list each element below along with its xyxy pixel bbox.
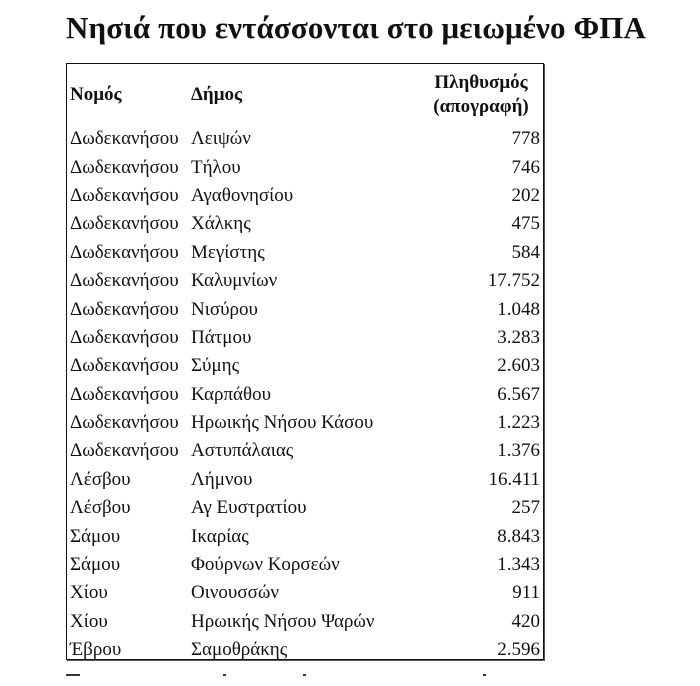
cell-dimos: Σύμης: [191, 355, 240, 377]
cell-population: 420: [511, 610, 540, 632]
page-title: Νησιά που εντάσσονται στο μειωμένο ΦΠΑ: [66, 10, 646, 45]
cell-nomos: Δωδεκανήσου: [70, 128, 179, 150]
cell-population: 202: [511, 184, 540, 206]
table-row: [67, 608, 543, 636]
header-nomos: Νομός: [70, 83, 122, 105]
table-row: [67, 210, 543, 238]
table-row: [67, 409, 543, 437]
cell-dimos: Αστυπάλαιας: [191, 440, 294, 462]
table-row: [67, 153, 543, 181]
cell-dimos: Μεγίστης: [191, 241, 265, 263]
cell-nomos: Έβρου: [70, 639, 122, 661]
cell-population: 1.223: [497, 412, 540, 434]
cell-nomos: Δωδεκανήσου: [70, 184, 179, 206]
cell-nomos: Λέσβου: [70, 468, 131, 490]
cell-nomos: Σάμου: [70, 525, 121, 547]
cell-nomos: Σάμου: [70, 554, 121, 576]
cell-population: 17.752: [487, 270, 540, 292]
header-dimos: Δήμος: [191, 83, 242, 105]
cut-off-text-fragment: [483, 674, 486, 676]
cell-population: 911: [512, 582, 540, 604]
cell-dimos: Οινουσσών: [191, 582, 279, 604]
table-row: [67, 381, 543, 409]
cell-dimos: Ηρωικής Νήσου Κάσου: [191, 412, 374, 434]
cell-nomos: Δωδεκανήσου: [70, 156, 179, 178]
header-population-line1: Πληθυσμός: [434, 71, 528, 93]
cell-population: 3.283: [497, 326, 540, 348]
table-row: [67, 579, 543, 607]
cell-nomos: Λέσβου: [70, 497, 131, 519]
cell-nomos: Δωδεκανήσου: [70, 383, 179, 405]
cell-nomos: Δωδεκανήσου: [70, 241, 179, 263]
cell-population: 1.343: [497, 554, 540, 576]
table-row: [67, 324, 543, 352]
cell-dimos: Αγαθονησίου: [191, 184, 294, 206]
cell-nomos: Δωδεκανήσου: [70, 440, 179, 462]
cell-nomos: Δωδεκανήσου: [70, 213, 179, 235]
table-body: [67, 125, 543, 664]
table-row: [67, 182, 543, 210]
table-header-row: [67, 64, 543, 125]
cell-nomos: Δωδεκανήσου: [70, 270, 179, 292]
cell-nomos: Δωδεκανήσου: [70, 355, 179, 377]
cell-population: 1.048: [497, 298, 540, 320]
cell-dimos: Φούρνων Κορσεών: [191, 554, 340, 576]
cell-population: 475: [511, 213, 540, 235]
cell-dimos: Νισύρου: [191, 298, 258, 320]
cell-population: 2.603: [497, 355, 540, 377]
table-row: [67, 551, 543, 579]
cut-off-text-fragment: [223, 674, 226, 676]
table-row: [67, 125, 543, 153]
cut-off-text-fragment: [303, 674, 306, 676]
cell-nomos: Δωδεκανήσου: [70, 298, 179, 320]
table-row: [67, 239, 543, 267]
cell-dimos: Τήλου: [191, 156, 241, 178]
cell-dimos: Σαμοθράκης: [191, 639, 288, 661]
cell-nomos: Χίου: [70, 582, 108, 604]
cell-dimos: Καλυμνίων: [191, 270, 278, 292]
cell-dimos: Αγ Ευστρατίου: [191, 497, 307, 519]
cell-dimos: Λειψών: [191, 128, 251, 150]
islands-table-frame: [66, 63, 544, 660]
table-row: [67, 494, 543, 522]
cell-population: 778: [511, 128, 540, 150]
cell-population: 6.567: [497, 383, 540, 405]
islands-table: [67, 64, 543, 664]
table-row: [67, 352, 543, 380]
cell-population: 8.843: [497, 525, 540, 547]
cell-dimos: Ικαρίας: [191, 525, 249, 547]
cell-dimos: Καρπάθου: [191, 383, 272, 405]
cell-dimos: Πάτμου: [191, 326, 252, 348]
cell-nomos: Δωδεκανήσου: [70, 412, 179, 434]
cell-population: 584: [511, 241, 540, 263]
header-population-line2: (απογραφή): [433, 95, 529, 117]
table-row: [67, 466, 543, 494]
cell-population: 2.596: [497, 639, 540, 661]
table-row: [67, 437, 543, 465]
cell-population: 746: [511, 156, 540, 178]
cell-nomos: Δωδεκανήσου: [70, 326, 179, 348]
cell-population: 16.411: [488, 468, 540, 490]
cut-off-text-fragment: [66, 674, 80, 676]
cell-dimos: Χάλκης: [191, 213, 251, 235]
cell-nomos: Χίου: [70, 610, 108, 632]
table-row: [67, 267, 543, 295]
header-population: [421, 64, 543, 125]
cell-dimos: Λήμνου: [191, 468, 253, 490]
table-row: [67, 295, 543, 323]
table-row: [67, 636, 543, 664]
cell-dimos: Ηρωικής Νήσου Ψαρών: [191, 610, 375, 632]
table-row: [67, 522, 543, 550]
cell-population: 1.376: [497, 440, 540, 462]
cell-population: 257: [511, 497, 540, 519]
